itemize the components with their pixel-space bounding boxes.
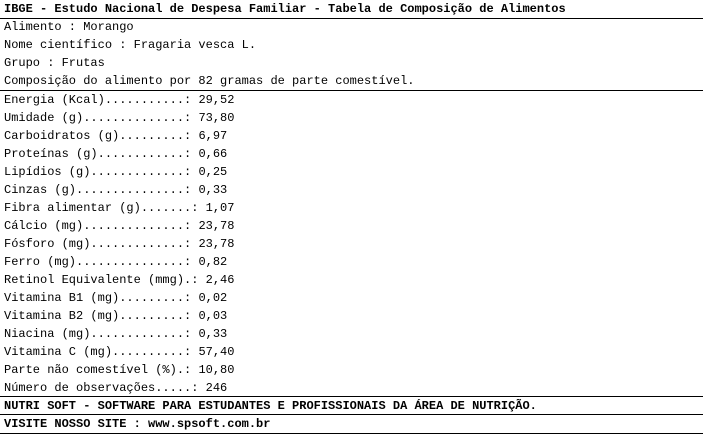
food-group: Grupo : Frutas (4, 56, 105, 70)
nutrient-value: 0,03 (198, 309, 228, 323)
nutrient-label: Cinzas (g)...............: (4, 183, 192, 197)
nutrient-label: Vitamina B2 (mg).........: (4, 309, 192, 323)
nutrient-value: 10,80 (198, 363, 235, 377)
table-title: IBGE - Estudo Nacional de Despesa Familiar - Tabela de Composição de Alimentos (4, 2, 566, 16)
nutrient-row (4, 253, 227, 271)
scientific-name: Nome científico : Fragaria vesca L. (4, 38, 257, 52)
footer-software-line: NUTRI SOFT - SOFTWARE PARA ESTUDANTES E PROFISSIONAIS DA ÁREA DE NUTRIÇÃO. (4, 399, 537, 413)
nutrient-label: Cálcio (mg)..............: (4, 219, 192, 233)
nutrient-row (4, 91, 234, 109)
nutrient-label: Proteínas (g)............: (4, 147, 192, 161)
composition-note: Composição do alimento por 82 gramas de parte comestível. (4, 74, 415, 88)
nutrient-value: 6,97 (198, 129, 228, 143)
nutrient-label: Lipídios (g).............: (4, 165, 192, 179)
nutrient-row (4, 289, 227, 307)
nutrient-value: 0,25 (198, 165, 228, 179)
nutrient-label: Parte não comestível (%).: (4, 363, 192, 377)
nutrient-row (4, 325, 227, 343)
nutrient-row (4, 181, 227, 199)
nutrient-value: 1,07 (205, 201, 235, 215)
nutrient-value: 57,40 (198, 345, 235, 359)
nutrient-value: 246 (205, 381, 228, 395)
nutrient-row (4, 127, 227, 145)
nutrient-row (4, 235, 234, 253)
nutrient-value: 23,78 (198, 219, 235, 233)
nutrient-row (4, 379, 227, 397)
nutrient-row (4, 307, 227, 325)
nutrient-row (4, 217, 234, 235)
nutrient-row (4, 109, 234, 127)
nutrient-label: Umidade (g)..............: (4, 111, 192, 125)
nutrient-value: 0,82 (198, 255, 228, 269)
nutrient-row (4, 271, 234, 289)
nutrient-row (4, 145, 227, 163)
nutrient-value: 2,46 (205, 273, 235, 287)
nutrient-row (4, 199, 234, 217)
nutrient-label: Retinol Equivalente (mmg).: (4, 273, 199, 287)
food-name: Alimento : Morango (4, 20, 134, 34)
nutrient-label: Fibra alimentar (g).......: (4, 201, 199, 215)
nutrient-value: 0,33 (198, 327, 228, 341)
nutrient-value: 73,80 (198, 111, 235, 125)
nutrient-label: Ferro (mg)...............: (4, 255, 192, 269)
nutrient-value: 0,66 (198, 147, 228, 161)
nutrient-label: Energia (Kcal)...........: (4, 93, 192, 107)
nutrient-label: Vitamina B1 (mg).........: (4, 291, 192, 305)
nutrient-value: 29,52 (198, 93, 235, 107)
nutrient-label: Niacina (mg).............: (4, 327, 192, 341)
nutrient-row (4, 163, 227, 181)
nutrient-label: Vitamina C (mg)..........: (4, 345, 192, 359)
footer-website-line: VISITE NOSSO SITE : www.spsoft.com.br (4, 417, 271, 431)
nutrient-label: Fósforo (mg).............: (4, 237, 192, 251)
nutrient-label: Carboidratos (g).........: (4, 129, 192, 143)
divider-bottom (0, 433, 703, 434)
nutrient-label: Número de observações.....: (4, 381, 199, 395)
nutrient-value: 0,02 (198, 291, 228, 305)
nutrient-value: 0,33 (198, 183, 228, 197)
nutrient-row (4, 361, 234, 379)
nutrient-value: 23,78 (198, 237, 235, 251)
nutrient-row (4, 343, 234, 361)
